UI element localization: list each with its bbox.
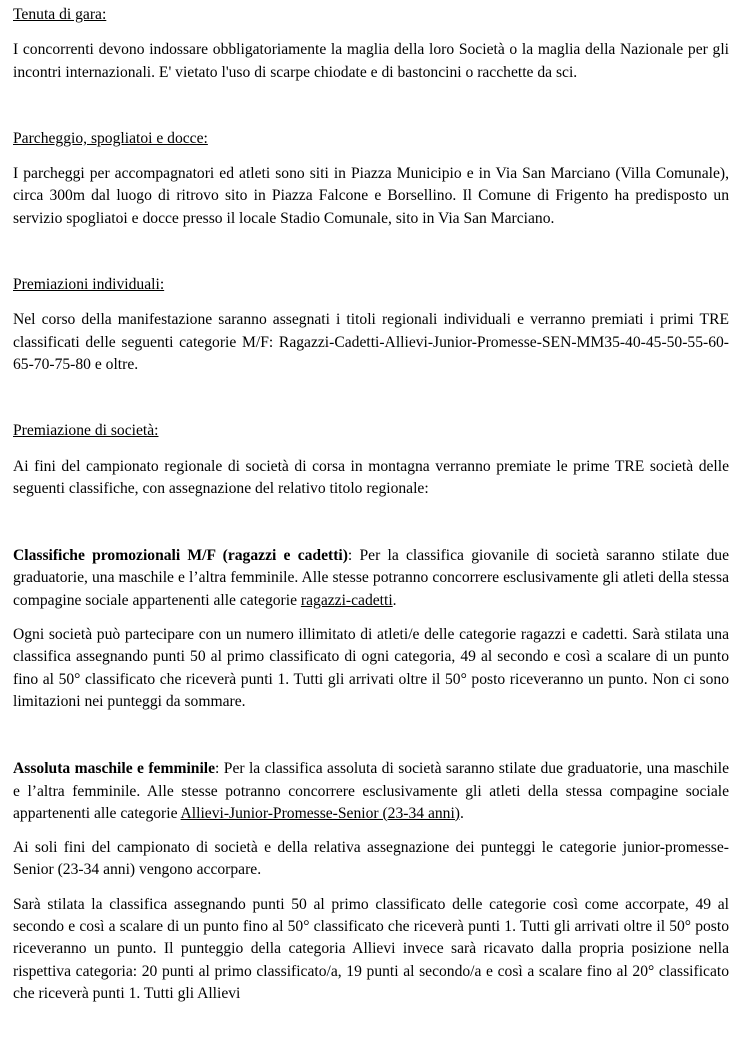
paragraph: Nel corso della manifestazione saranno assegnati i titoli regionali individuali e verranno premiati i primi TRE classificati delle seguenti categorie M/F: Ragazzi-Cadetti-Allievi-Junior-Promesse-SEN-MM35-40-45-50-55-60-65-70-75-80 e oltre. [13, 311, 729, 373]
document-page [13, 0, 729, 1005]
section-premiazione-societa [13, 420, 729, 500]
section-parcheggio [13, 128, 729, 230]
paragraph: Ai fini del campionato regionale di società di corsa in montagna verranno premiate le prime TRE società delle seguenti classifiche, con assegnazione del relativo titolo regionale: [13, 457, 729, 497]
paragraph: Ogni società può partecipare con un numero illimitato di atleti/e delle categorie ragazzi e cadetti. Sarà stilata una classifica assegnando punti 50 al primo classificato di ogni categoria, 49 al secondo e così a scalare di un punto fino al 50° classificato che riceverà punti 1. Tutti gli arrivati oltre il 50° posto riceveranno un punto. Non ci sono limitazioni nei punteggi da sommare. [13, 626, 729, 710]
category-list: ragazzi-cadetti [300, 591, 393, 609]
paragraph-text: : Per la classifica giovanile di società saranno stilate due graduatorie, una maschile e l’altra femminile. Alle stesse potranno concorrere esclusivamente gli atleti della stessa compagine sociale appartenenti alle categorie [13, 547, 730, 609]
paragraph-end: . [392, 591, 397, 609]
paragraph: Sarà stilata la classifica assegnando punti 50 al primo classificato delle categorie così come accorpate, 49 al secondo e così a scalare di un punto fino al 50° classificato che riceverà punti 1. Tutti gli arrivati oltre il 50° posto riceveranno un punto. Il punteggio della categoria Allievi invece sarà ricavato dalla propria posizione nella rispettiva categoria: 20 punti al primo classificato/a, 19 punti al secondo/a e così a scalare fino al 20° classificato che riceverà punti 1. Tutti gli Allievi [13, 895, 729, 1002]
paragraph: I concorrenti devono indossare obbligatoriamente la maglia della loro Società o la maglia della Nazionale per gli incontri internazionali. E' vietato l'uso di scarpe chiodate e di bastoncini o racchette da sci. [13, 41, 729, 81]
section-heading: Premiazione di società: [13, 422, 159, 440]
paragraph [13, 758, 729, 825]
section-heading: Parcheggio, spogliatoi e docce: [13, 129, 208, 147]
section-premiazioni-individuali [13, 274, 729, 376]
paragraph-end: . [460, 804, 464, 822]
section-heading: Premiazioni individuali: [13, 276, 165, 294]
classification-title: Assoluta maschile e femminile [13, 760, 216, 778]
paragraph [13, 545, 729, 612]
classification-title: Classifiche promozionali M/F (ragazzi e cadetti) [13, 547, 348, 565]
section-heading: Tenuta di gara: [13, 6, 107, 23]
paragraph: Ai soli fini del campionato di società e della relativa assegnazione dei punteggi le categorie junior-promesse-Senior (23-34 anni) vengono accorpare. [13, 839, 729, 879]
section-promozionali [13, 545, 729, 713]
paragraph-text: : Per la classifica assoluta di società saranno stilate due graduatorie, una maschile e l’altra femminile. Alle stesse potranno concorrere esclusivamente gli atleti della stessa compagine sociale appartenenti alle categorie [13, 760, 730, 822]
section-assoluta [13, 758, 729, 1005]
category-list: Allievi-Junior-Promesse-Senior (23-34 anni) [180, 804, 461, 822]
paragraph: I parcheggi per accompagnatori ed atleti sono siti in Piazza Municipio e in Via San Marciano (Villa Comunale), circa 300m dal luogo di ritrovo sito in Piazza Falcone e Borsellino. Il Comune di Frigento ha predisposto un servizio spogliatoi e docce presso il locale Stadio Comunale, sito in Via San Marciano. [13, 165, 729, 227]
section-tenuta [13, 0, 729, 84]
